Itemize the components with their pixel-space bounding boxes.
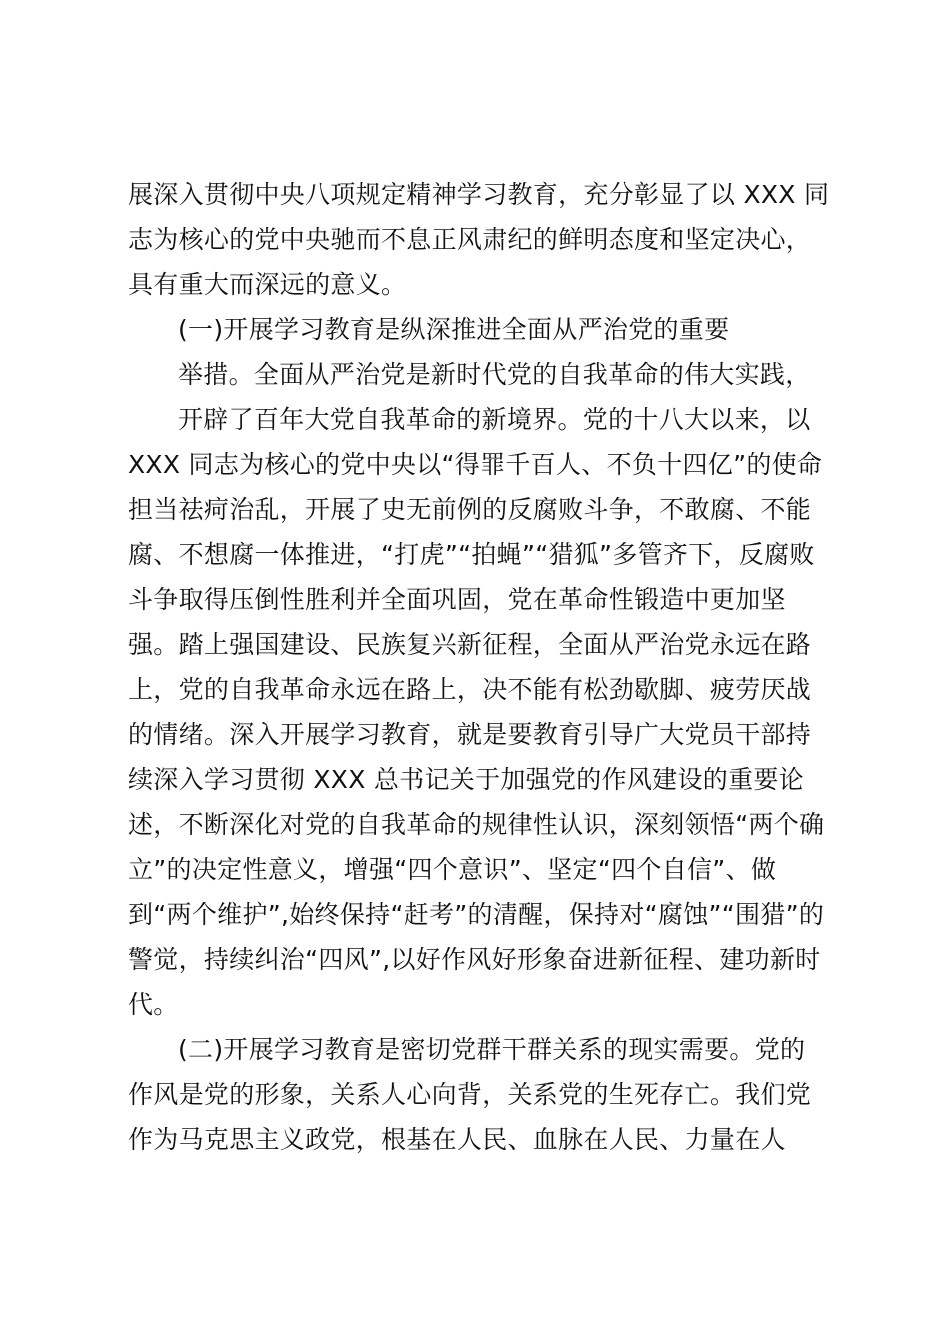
text-line: 作风是党的形象，关系人心向背，关系党的生死存亡。我们党: [128, 1080, 812, 1109]
text-line: 上，党的自我革命永远在路上，决不能有松劲歇脚、疲劳厌战: [128, 675, 812, 704]
text-line: 的情绪。深入开展学习教育，就是要教育引导广大党员干部持: [128, 720, 812, 749]
text-line: 担当祛疴治乱，开展了史无前例的反腐败斗争，不敢腐、不能: [128, 495, 812, 524]
text-line: 斗争取得压倒性胜利并全面巩固，党在革命性锻造中更加坚: [128, 585, 786, 614]
text-line: 立”的决定性意义，增强“四个意识”、坚定“四个自信”、做: [128, 855, 777, 884]
text-line: 述，不断深化对党的自我革命的规律性认识，深刻领悟“两个确: [128, 810, 825, 839]
text-line: 代。: [128, 990, 179, 1019]
text-line: 举措。全面从严治党是新时代党的自我革命的伟大实践，: [178, 360, 811, 389]
text-line: 腐、不想腐一体推进，“打虎”“拍蝇”“猎狐”多管齐下，反腐败: [128, 540, 815, 569]
text-line: 续深入学习贯彻 XXX 总书记关于加强党的作风建设的重要论: [128, 765, 804, 794]
text-line: 开辟了百年大党自我革命的新境界。党的十八大以来，以: [178, 405, 811, 434]
text-line: 作为马克思主义政党，根基在人民、血脉在人民、力量在人: [128, 1125, 786, 1154]
section-heading: (二)开展学习教育是密切党群干群关系的现实需要。党的: [178, 1035, 806, 1064]
text-line: XXX 同志为核心的党中央以“得罪千百人、不负十四亿”的使命: [128, 450, 823, 479]
text-line: 警觉，持续纠治“四风”,以好作风好形象奋进新征程、建功新时: [128, 945, 821, 974]
text-line: 到“两个维护”,始终保持“赶考”的清醒，保持对“腐蚀”“围猎”的: [128, 900, 825, 929]
text-line: 具有重大而深远的意义。: [128, 270, 407, 299]
text-line: 强。踏上强国建设、民族复兴新征程，全面从严治党永远在路: [128, 630, 812, 659]
text-line: 展深入贯彻中央八项规定精神学习教育，充分彰显了以 XXX 同: [128, 180, 830, 209]
text-line: 志为核心的党中央驰而不息正风肃纪的鲜明态度和坚定决心，: [128, 225, 812, 254]
section-heading: (一)开展学习教育是纵深推进全面从严治党的重要: [178, 315, 730, 344]
